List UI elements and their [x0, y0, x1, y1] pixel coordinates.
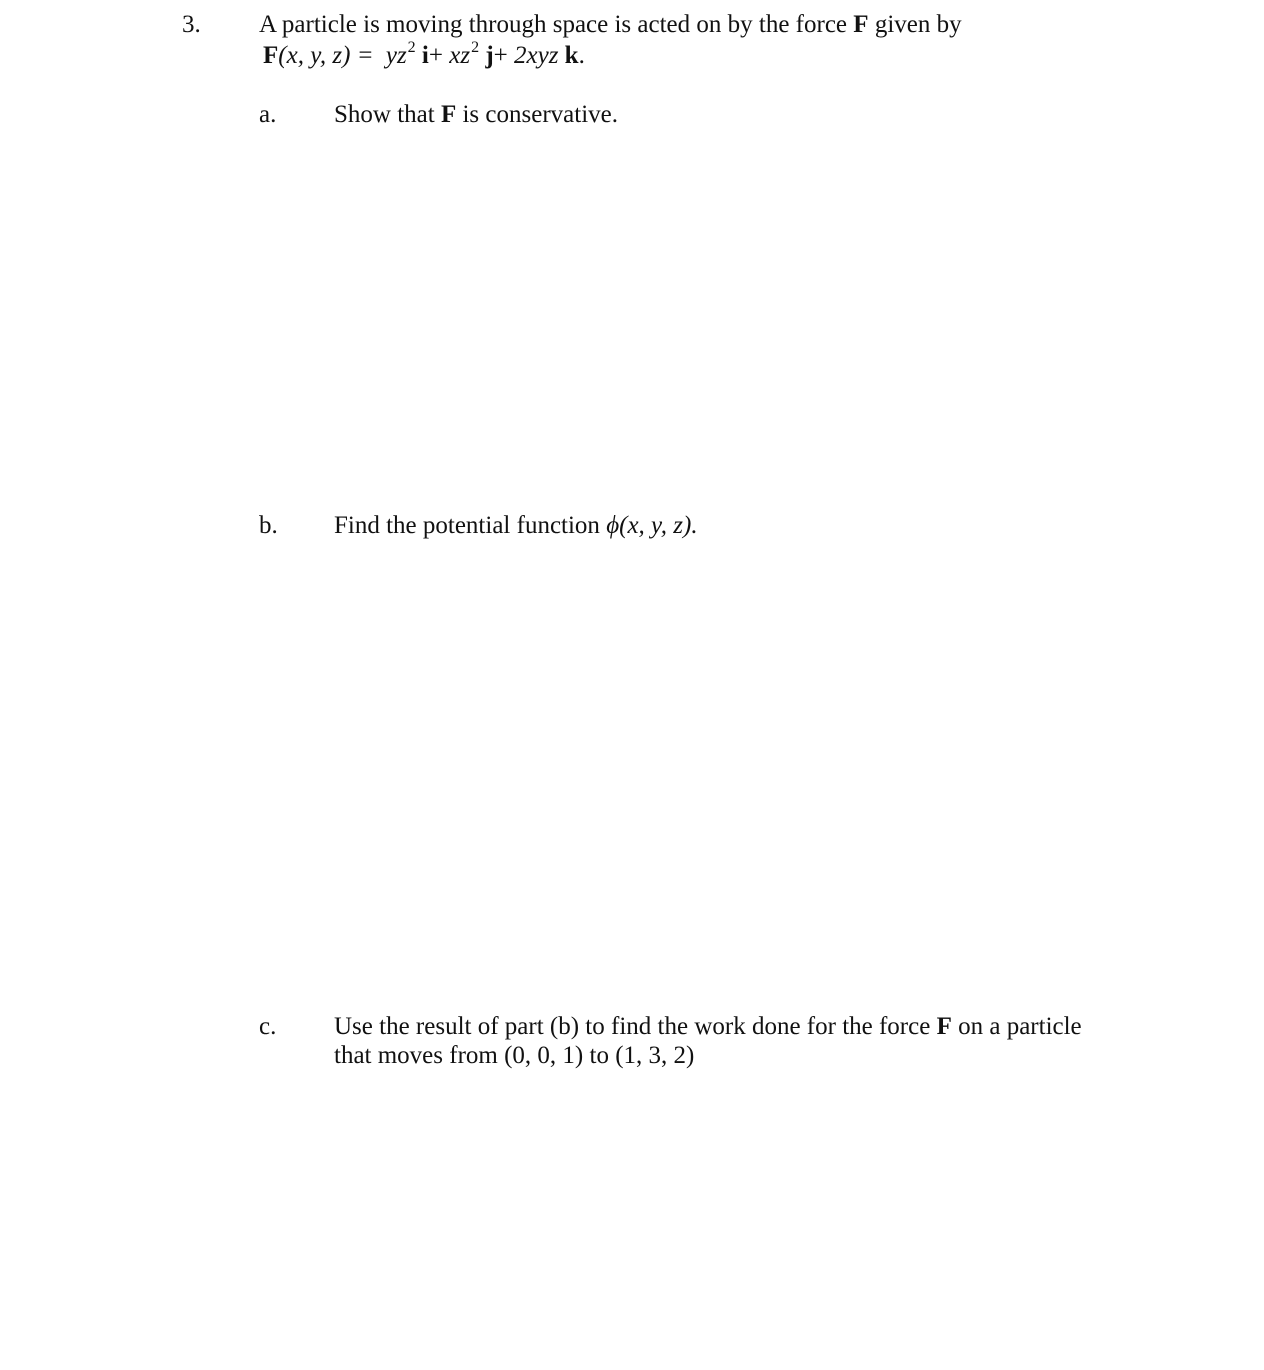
eq-term1: yz	[385, 42, 407, 69]
part-b-text	[334, 511, 698, 540]
eq-term3: 2xyz	[514, 42, 559, 69]
force-equation	[263, 41, 585, 73]
part-a-before: Show that	[334, 101, 435, 128]
part-c-line1	[334, 1012, 1082, 1041]
eq-F: F	[263, 42, 279, 69]
part-c-label: c.	[259, 1013, 277, 1040]
part-a-after: is conservative.	[462, 101, 618, 128]
part-c-point-from: (0, 0, 1)	[504, 1042, 584, 1069]
part-b-label: b.	[259, 512, 278, 539]
intro-end: given by	[874, 11, 962, 38]
part-a-text	[334, 100, 618, 129]
eq-j: j	[485, 42, 494, 69]
problem-number: 3.	[182, 11, 201, 38]
part-c-line1-before: Use the result of part (b) to find the work done for the force	[334, 1013, 931, 1040]
eq-plus2: +	[493, 42, 508, 69]
eq-k: k	[564, 42, 579, 69]
part-b-prompt: Find the potential function	[334, 512, 600, 539]
eq-term2: xz	[449, 42, 471, 69]
problem-intro	[259, 10, 962, 39]
eq-plus1: +	[428, 42, 443, 69]
part-c-force-symbol: F	[936, 1013, 952, 1040]
part-a-label: a.	[259, 101, 277, 128]
part-b-potential: ϕ(x, y, z).	[606, 512, 698, 539]
eq-args: (x, y, z) =	[278, 42, 374, 69]
part-c-line2	[334, 1041, 694, 1070]
eq-exp1: 2	[407, 39, 416, 56]
eq-period: .	[578, 42, 585, 69]
part-c-point-to: (1, 3, 2)	[615, 1042, 695, 1069]
eq-i: i	[421, 42, 429, 69]
part-c-line2-before: that moves from	[334, 1042, 498, 1069]
intro-text: A particle is moving through space is acted on by the force	[259, 11, 848, 38]
eq-exp2: 2	[471, 39, 480, 56]
intro-force-symbol: F	[853, 11, 869, 38]
part-c-line1-after: on a particle	[958, 1013, 1082, 1040]
part-c-to: to	[589, 1042, 609, 1069]
part-a-force-symbol: F	[440, 101, 457, 128]
